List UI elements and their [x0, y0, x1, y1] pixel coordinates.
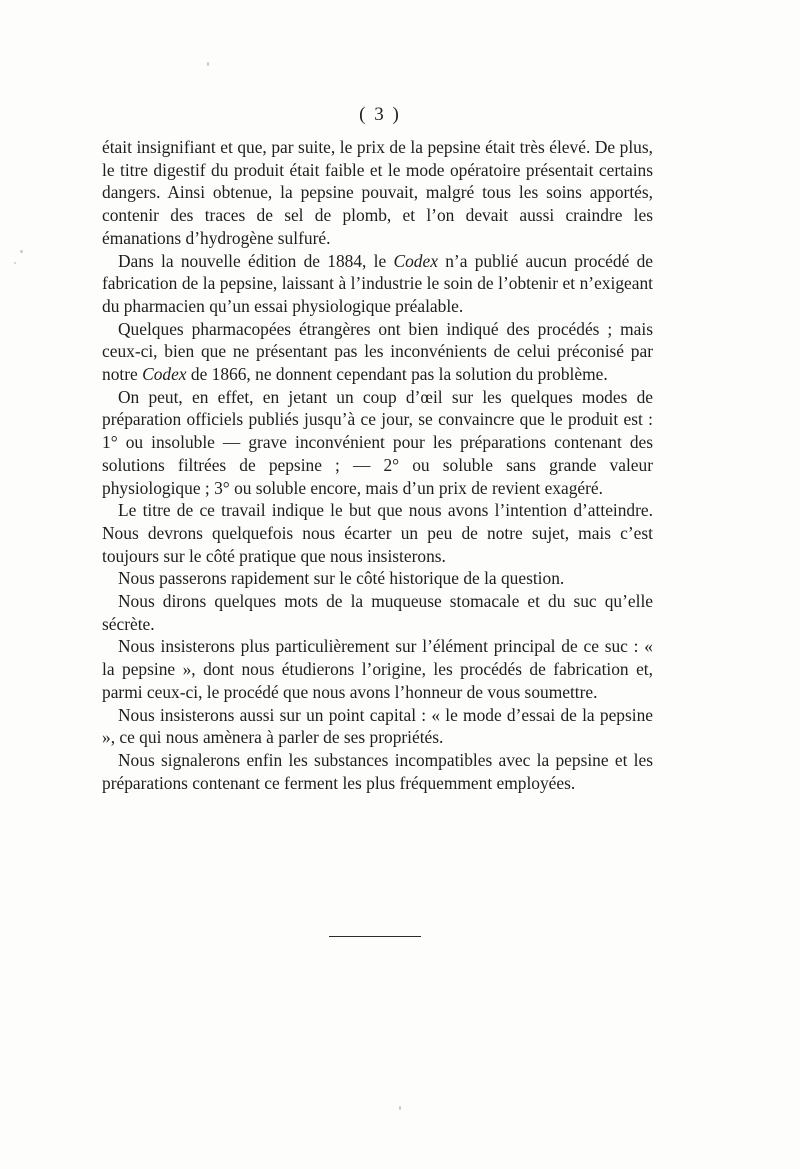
- paragraph-10: Nous signalerons enfin les substances incompatibles avec la pepsine et les préparations contenant ce ferment les plus fréquemment employées.: [102, 749, 653, 793]
- paper-speck: [399, 1106, 401, 1110]
- body-text: [102, 136, 653, 794]
- paper-speck: [20, 250, 23, 253]
- paragraph-7: Nous dirons quelques mots de la muqueuse stomacale et du suc qu’elle sécrète.: [102, 591, 653, 634]
- paper-speck: [207, 62, 209, 66]
- codex-title: Codex: [142, 364, 187, 385]
- paragraph-2-before: Dans la nouvelle édition de 1884, le: [118, 250, 394, 271]
- page-number: ( 3 ): [359, 104, 401, 125]
- paragraph-1: était insignifiant et que, par suite, le prix de la pepsine était très élevé. De plus, le titre digestif du produit était faible et le mode opératoire présentait certains dangers. Ainsi obtenue, la pepsine pouvait, malgré tous les soins apportés, contenir des traces de sel de plomb, et l’on devait aussi craindre les émanations d’hydrogène sulfuré.: [102, 137, 653, 248]
- paragraph-8: Nous insisterons plus particulièrement sur l’élément principal de ce suc : « la pepsine », dont nous étudierons l’origine, les procédés de fabrication et, parmi ceux-ci, le procédé que nous avons l’honneur de vous soumettre.: [102, 636, 653, 702]
- paragraph-5: Le titre de ce travail indique le but que nous avons l’intention d’atteindre. Nous devrons quelquefois nous écarter un peu de notre sujet, mais c’est toujours sur le côté pratique que nous insisterons.: [102, 500, 653, 566]
- paper-speck: [14, 262, 16, 264]
- end-rule: [329, 936, 421, 937]
- paragraph-4: On peut, en effet, en jetant un coup d’œil sur les quelques modes de préparation officiels publiés jusqu’à ce jour, se convaincre que le produit est : 1° ou insoluble — grave inconvénient pour les préparations contenant des solutions filtrées de pepsine ; — 2° ou soluble sans grande valeur physiologique ; 3° ou soluble encore, mais d’un prix de revient exagéré.: [102, 386, 653, 498]
- paragraph-2-after: n’a publié aucun procédé de fabrication de la pepsine, laissant à l’industrie le soin de l’obtenir et n’exigeant du pharmacien qu’un essai physiologique préalable.: [102, 250, 653, 316]
- paragraph-3: [102, 318, 653, 386]
- paragraph-2: [102, 250, 653, 318]
- paragraph-3-after: de 1866, ne donnent cependant pas la solution du problème.: [186, 364, 608, 385]
- paragraph-9: Nous insisterons aussi sur un point capital : « le mode d’essai de la pepsine », ce qui nous amènera à parler de ses propriétés.: [102, 704, 653, 748]
- codex-title: Codex: [393, 250, 438, 271]
- paragraph-6: Nous passerons rapidement sur le côté historique de la question.: [118, 568, 565, 589]
- paragraph-3-before: Quelques pharmacopées étrangères ont bien indiqué des procédés ; mais ceux-ci, bien que ne présentant pas les inconvénients de celui préconisé par notre: [102, 318, 653, 385]
